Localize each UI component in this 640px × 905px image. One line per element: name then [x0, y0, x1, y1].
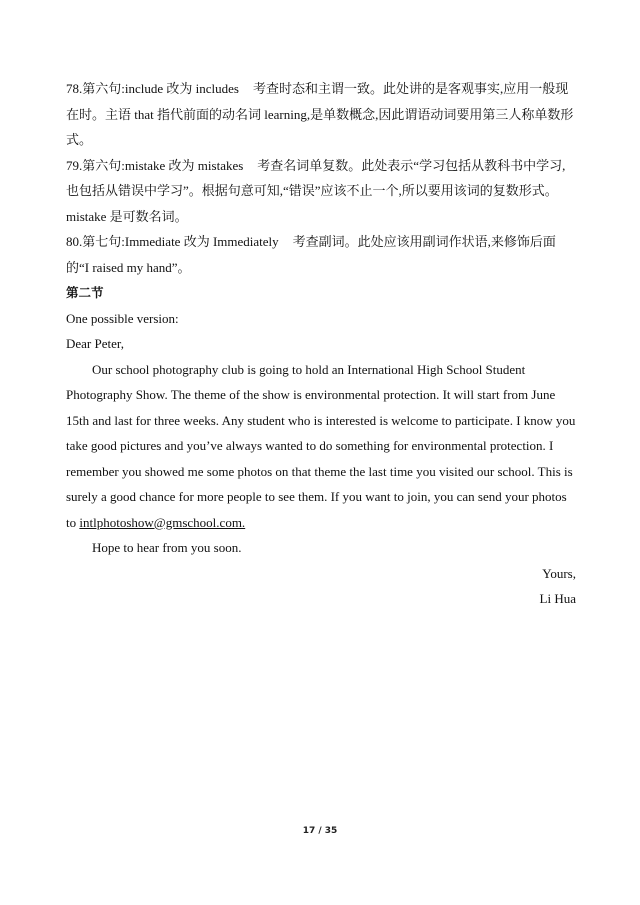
letter-signature: Li Hua	[539, 591, 576, 606]
note-79-head: 79.第六句:mistake 改为 mistakes	[66, 157, 244, 173]
note-79	[66, 153, 576, 204]
note-78-body: 考查时态和主谓一致。此处讲的是客观事实,应用一般现在时。主语 that 指代前面的动名词 learning,是单数概念,因此谓语动词要用第三人称单数形式。	[66, 81, 574, 147]
note-78-head: 78.第六句:include 改为 includes	[66, 81, 239, 96]
letter-body-text: Our school photography club is going to hold an International High School Student Photography Show. The theme of the show is environmental protection. It will start from June 15th and last for three weeks. Any student who is interested is welcome to participate. I know you take good pictures and you’ve always wanted to do something for environmental protection. I remember you showed me some photos on that theme the last time you visited our school. This is surely a good chance for more people to see them. If you want to join, you can send your photos to	[66, 361, 576, 530]
email-link[interactable]: intlphotoshow@gmschool.com.	[79, 514, 246, 530]
note-79-extra: mistake 是可数名词。	[66, 208, 188, 224]
section-title: 第二节	[66, 285, 104, 300]
letter-body	[66, 357, 576, 536]
note-80-body: 考查副词。此处应该用副词作状语,来修饰后面的“I raised my hand”。	[66, 234, 556, 275]
note-80	[66, 229, 576, 280]
note-80-head: 80.第七句:Immediate 改为 Immediately	[66, 234, 279, 249]
letter-signoff: Yours,	[542, 565, 576, 581]
note-79-body: 考查名词单复数。此处表示“学习包括从教科书中学习,也包括从错误中学习”。根据句意可知,“错误”应该不止一个,所以要用该词的复数形式。	[66, 157, 566, 198]
section-intro: One possible version:	[66, 310, 179, 326]
letter-greeting: Dear Peter,	[66, 336, 124, 351]
page-content	[66, 76, 576, 612]
page-number: 17 / 35	[302, 826, 338, 836]
note-78	[66, 76, 576, 153]
letter-closing-line: Hope to hear from you soon.	[92, 540, 242, 555]
